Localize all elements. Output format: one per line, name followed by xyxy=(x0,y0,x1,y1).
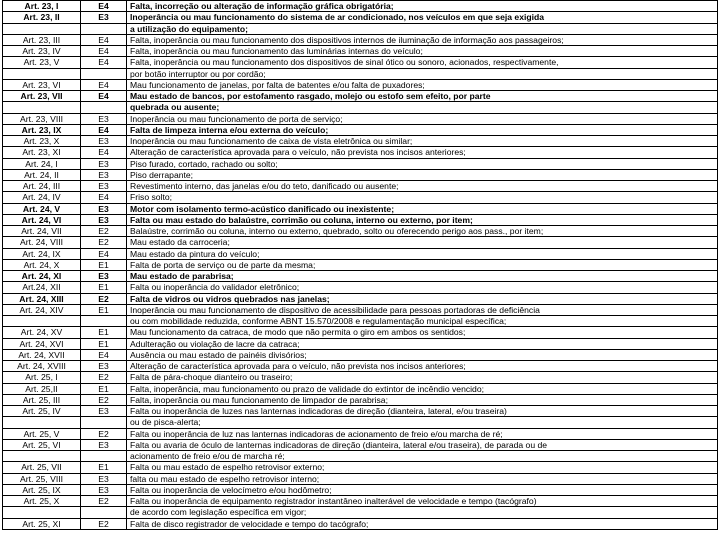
table-row xyxy=(3,57,718,68)
description-cell: Balaústre, corrimão ou coluna, interno ou externo, quebrado, solto ou oferecendo perigo aos pass., por item; xyxy=(127,226,718,237)
article-cell: Art. 25, VI xyxy=(3,439,81,450)
description-cell: por botão interruptor ou por cordão; xyxy=(127,68,718,79)
code-cell: E3 xyxy=(81,484,127,495)
article-cell: Art. 23, VI xyxy=(3,79,81,90)
table-row xyxy=(3,473,718,484)
table-row xyxy=(3,462,718,473)
table-row xyxy=(3,259,718,270)
code-cell: E3 xyxy=(81,12,127,23)
description-cell: Falta ou avaria de óculo de lanternas indicadoras de direção (dianteira, lateral e/ou traseira), de parada ou de xyxy=(127,439,718,450)
description-cell: Friso solto; xyxy=(127,192,718,203)
description-cell: Alteração de característica aprovada para o veículo, não prevista nos incisos anteriores; xyxy=(127,361,718,372)
table-row-continuation xyxy=(3,68,718,79)
description-cell: Mau funcionamento da catraca, de modo que não permita o giro em ambos os sentidos; xyxy=(127,327,718,338)
description-cell: Mau estado da carroceria; xyxy=(127,237,718,248)
table-row xyxy=(3,34,718,45)
description-cell: ou de pisca-alerta; xyxy=(127,417,718,428)
description-cell: Falta, inoperância ou mau funcionamento dos dispositivos internos de iluminação de informação aos passageiros; xyxy=(127,34,718,45)
code-cell: E2 xyxy=(81,372,127,383)
table-row xyxy=(3,226,718,237)
article-cell: Art. 23, XI xyxy=(3,147,81,158)
code-cell: E1 xyxy=(81,383,127,394)
article-cell: Art. 24, XVII xyxy=(3,349,81,360)
article-cell: Art. 23, IV xyxy=(3,46,81,57)
table-row xyxy=(3,361,718,372)
code-cell: E1 xyxy=(81,462,127,473)
code-cell: E2 xyxy=(81,394,127,405)
article-cell: Art. 24, XVI xyxy=(3,338,81,349)
article-cell: Art. 25,II xyxy=(3,383,81,394)
code-cell: E1 xyxy=(81,282,127,293)
table-row xyxy=(3,496,718,507)
description-cell: Motor com isolamento termo-acústico danificado ou inexistente; xyxy=(127,203,718,214)
code-cell: E3 xyxy=(81,158,127,169)
description-cell: Inoperância ou mau funcionamento de caixa de vista eletrônica ou similar; xyxy=(127,136,718,147)
code-cell: E3 xyxy=(81,439,127,450)
article-cell: Art. 23, III xyxy=(3,34,81,45)
code-cell xyxy=(81,23,127,34)
description-cell: Mau estado da pintura do veículo; xyxy=(127,248,718,259)
table-row xyxy=(3,439,718,450)
article-cell xyxy=(3,507,81,518)
code-cell: E2 xyxy=(81,293,127,304)
description-cell: Falta ou mau estado do balaústre, corrimão ou coluna, interno ou externo, por item; xyxy=(127,214,718,225)
table-row xyxy=(3,383,718,394)
description-cell: Falta, incorreção ou alteração de informação gráfica obrigatória; xyxy=(127,1,718,12)
table-row xyxy=(3,46,718,57)
description-cell: Falta de limpeza interna e/ou externa do veículo; xyxy=(127,124,718,135)
article-cell xyxy=(3,23,81,34)
table-row-continuation xyxy=(3,507,718,518)
code-cell: E4 xyxy=(81,248,127,259)
table-row xyxy=(3,91,718,102)
article-cell: Art. 24, XV xyxy=(3,327,81,338)
article-cell: Art. 23, IX xyxy=(3,124,81,135)
description-cell: Falta ou inoperância de equipamento registrador instantâneo inalterável de velocidade e tempo (tacógrafo) xyxy=(127,496,718,507)
code-cell: E3 xyxy=(81,113,127,124)
code-cell: E4 xyxy=(81,124,127,135)
article-cell xyxy=(3,68,81,79)
table-row xyxy=(3,484,718,495)
article-cell: Art. 25, IX xyxy=(3,484,81,495)
code-cell xyxy=(81,68,127,79)
table-row xyxy=(3,181,718,192)
code-cell: E4 xyxy=(81,79,127,90)
code-cell xyxy=(81,417,127,428)
table-row-continuation xyxy=(3,102,718,113)
description-cell: quebrada ou ausente; xyxy=(127,102,718,113)
article-cell: Art. 25, III xyxy=(3,394,81,405)
description-cell: Falta, inoperância ou mau funcionamento de limpador de parabrisa; xyxy=(127,394,718,405)
description-cell: de acordo com legislação específica em vigor; xyxy=(127,507,718,518)
description-cell: Inoperância ou mau funcionamento de porta de serviço; xyxy=(127,113,718,124)
article-cell: Art. 24, XIII xyxy=(3,293,81,304)
table-row xyxy=(3,192,718,203)
article-cell: Art. 23, II xyxy=(3,12,81,23)
table-row xyxy=(3,394,718,405)
table-row xyxy=(3,338,718,349)
code-cell: E1 xyxy=(81,327,127,338)
article-cell: Art. 23, I xyxy=(3,1,81,12)
description-cell: acionamento de freio e/ou de marcha ré; xyxy=(127,451,718,462)
description-cell: Piso derrapante; xyxy=(127,169,718,180)
code-cell xyxy=(81,316,127,327)
table-row xyxy=(3,136,718,147)
table-row xyxy=(3,248,718,259)
code-cell: E2 xyxy=(81,226,127,237)
table-row xyxy=(3,406,718,417)
table-row xyxy=(3,12,718,23)
article-cell: Art. 24, VI xyxy=(3,214,81,225)
article-cell xyxy=(3,316,81,327)
table-row-continuation xyxy=(3,417,718,428)
article-cell: Art. 25, XI xyxy=(3,518,81,529)
table-row xyxy=(3,1,718,12)
article-cell xyxy=(3,451,81,462)
article-cell: Art. 23, VII xyxy=(3,91,81,102)
article-cell: Art. 24, XI xyxy=(3,271,81,282)
description-cell: Alteração de característica aprovada para o veículo, não prevista nos incisos anteriores; xyxy=(127,147,718,158)
article-cell: Art. 25, IV xyxy=(3,406,81,417)
code-cell: E4 xyxy=(81,349,127,360)
description-cell: Falta, inoperância ou mau funcionamento das luminárias internas do veículo; xyxy=(127,46,718,57)
description-cell: ou com mobilidade reduzida, conforme ABNT 15.570/2008 e regulamentação municipal específica; xyxy=(127,316,718,327)
code-cell: E4 xyxy=(81,1,127,12)
description-cell: Falta ou inoperância de velocímetro e/ou hodômetro; xyxy=(127,484,718,495)
article-cell: Art. 24, XVIII xyxy=(3,361,81,372)
description-cell: Falta ou mau estado de espelho retrovisor externo; xyxy=(127,462,718,473)
description-cell: a utilização do equipamento; xyxy=(127,23,718,34)
description-cell: Falta ou inoperância do validador eletrônico; xyxy=(127,282,718,293)
code-cell: E2 xyxy=(81,496,127,507)
description-cell: Mau estado de bancos, por estofamento rasgado, molejo ou estofo sem efeito, por parte xyxy=(127,91,718,102)
article-cell: Art. 25, VII xyxy=(3,462,81,473)
article-cell: Art. 24, IV xyxy=(3,192,81,203)
table-row-continuation xyxy=(3,23,718,34)
article-cell: Art. 25, V xyxy=(3,428,81,439)
description-cell: Revestimento interno, das janelas e/ou do teto, danificado ou ausente; xyxy=(127,181,718,192)
infractions-table-body xyxy=(3,1,718,530)
description-cell: Inoperância ou mau funcionamento de dispositivo de acessibilidade para pessoas portadoras de deficiência xyxy=(127,304,718,315)
code-cell: E2 xyxy=(81,428,127,439)
code-cell: E4 xyxy=(81,57,127,68)
table-row xyxy=(3,282,718,293)
description-cell: Adulteração ou violação de lacre da catraca; xyxy=(127,338,718,349)
table-row xyxy=(3,214,718,225)
infractions-table xyxy=(2,0,718,530)
code-cell: E3 xyxy=(81,136,127,147)
article-cell: Art. 24, IX xyxy=(3,248,81,259)
article-cell xyxy=(3,417,81,428)
code-cell: E2 xyxy=(81,237,127,248)
code-cell: E4 xyxy=(81,192,127,203)
table-row xyxy=(3,428,718,439)
description-cell: Falta de vidros ou vidros quebrados nas janelas; xyxy=(127,293,718,304)
description-cell: Falta de pára-choque dianteiro ou traseiro; xyxy=(127,372,718,383)
code-cell: E1 xyxy=(81,338,127,349)
table-row-continuation xyxy=(3,316,718,327)
code-cell: E4 xyxy=(81,46,127,57)
table-row xyxy=(3,79,718,90)
article-cell: Art. 25, X xyxy=(3,496,81,507)
article-cell: Art. 25, VIII xyxy=(3,473,81,484)
article-cell: Art. 24, VIII xyxy=(3,237,81,248)
code-cell xyxy=(81,507,127,518)
table-row-continuation xyxy=(3,451,718,462)
description-cell: Mau funcionamento de janelas, por falta de batentes e/ou falta de puxadores; xyxy=(127,79,718,90)
code-cell: E3 xyxy=(81,361,127,372)
table-row xyxy=(3,271,718,282)
code-cell: E3 xyxy=(81,214,127,225)
table-row xyxy=(3,113,718,124)
description-cell: Falta de porta de serviço ou de parte da mesma; xyxy=(127,259,718,270)
code-cell xyxy=(81,451,127,462)
article-cell: Art. 25, I xyxy=(3,372,81,383)
table-row xyxy=(3,518,718,529)
article-cell xyxy=(3,102,81,113)
table-row xyxy=(3,304,718,315)
table-row xyxy=(3,327,718,338)
code-cell: E1 xyxy=(81,259,127,270)
description-cell: falta ou mau estado de espelho retrovisor interno; xyxy=(127,473,718,484)
description-cell: Falta ou inoperância de luzes nas lanternas indicadoras de direção (dianteira, lateral, e/ou traseira) xyxy=(127,406,718,417)
article-cell: Art. 24, XIV xyxy=(3,304,81,315)
code-cell: E2 xyxy=(81,518,127,529)
table-row xyxy=(3,124,718,135)
article-cell: Art. 24, V xyxy=(3,203,81,214)
article-cell: Art. 23, V xyxy=(3,57,81,68)
code-cell: E3 xyxy=(81,473,127,484)
code-cell xyxy=(81,102,127,113)
table-row xyxy=(3,237,718,248)
article-cell: Art.24, XII xyxy=(3,282,81,293)
description-cell: Falta ou inoperância de luz nas lanternas indicadoras de acionamento de freio e/ou marcha de ré; xyxy=(127,428,718,439)
article-cell: Art. 23, VIII xyxy=(3,113,81,124)
article-cell: Art. 24, X xyxy=(3,259,81,270)
code-cell: E3 xyxy=(81,271,127,282)
description-cell: Falta, inoperância, mau funcionamento ou prazo de validade do extintor de incêndio vencido; xyxy=(127,383,718,394)
description-cell: Falta, inoperância ou mau funcionamento dos dispositivos de sinal ótico ou sonoro, acionados, respectivamente, xyxy=(127,57,718,68)
code-cell: E3 xyxy=(81,181,127,192)
description-cell: Piso furado, cortado, rachado ou solto; xyxy=(127,158,718,169)
code-cell: E3 xyxy=(81,406,127,417)
article-cell: Art. 23, X xyxy=(3,136,81,147)
description-cell: Mau estado de parabrisa; xyxy=(127,271,718,282)
table-row xyxy=(3,147,718,158)
code-cell: E4 xyxy=(81,147,127,158)
code-cell: E3 xyxy=(81,203,127,214)
table-row xyxy=(3,169,718,180)
article-cell: Art. 24, I xyxy=(3,158,81,169)
table-row xyxy=(3,372,718,383)
table-row xyxy=(3,158,718,169)
description-cell: Ausência ou mau estado de painéis divisórios; xyxy=(127,349,718,360)
description-cell: Inoperância ou mau funcionamento do sistema de ar condicionado, nos veículos em que seja exigida xyxy=(127,12,718,23)
code-cell: E1 xyxy=(81,304,127,315)
article-cell: Art. 24, II xyxy=(3,169,81,180)
article-cell: Art. 24, VII xyxy=(3,226,81,237)
code-cell: E4 xyxy=(81,91,127,102)
description-cell: Falta de disco registrador de velocidade e tempo do tacógrafo; xyxy=(127,518,718,529)
table-row xyxy=(3,293,718,304)
table-row xyxy=(3,203,718,214)
article-cell: Art. 24, III xyxy=(3,181,81,192)
code-cell: E4 xyxy=(81,34,127,45)
code-cell: E3 xyxy=(81,169,127,180)
table-row xyxy=(3,349,718,360)
